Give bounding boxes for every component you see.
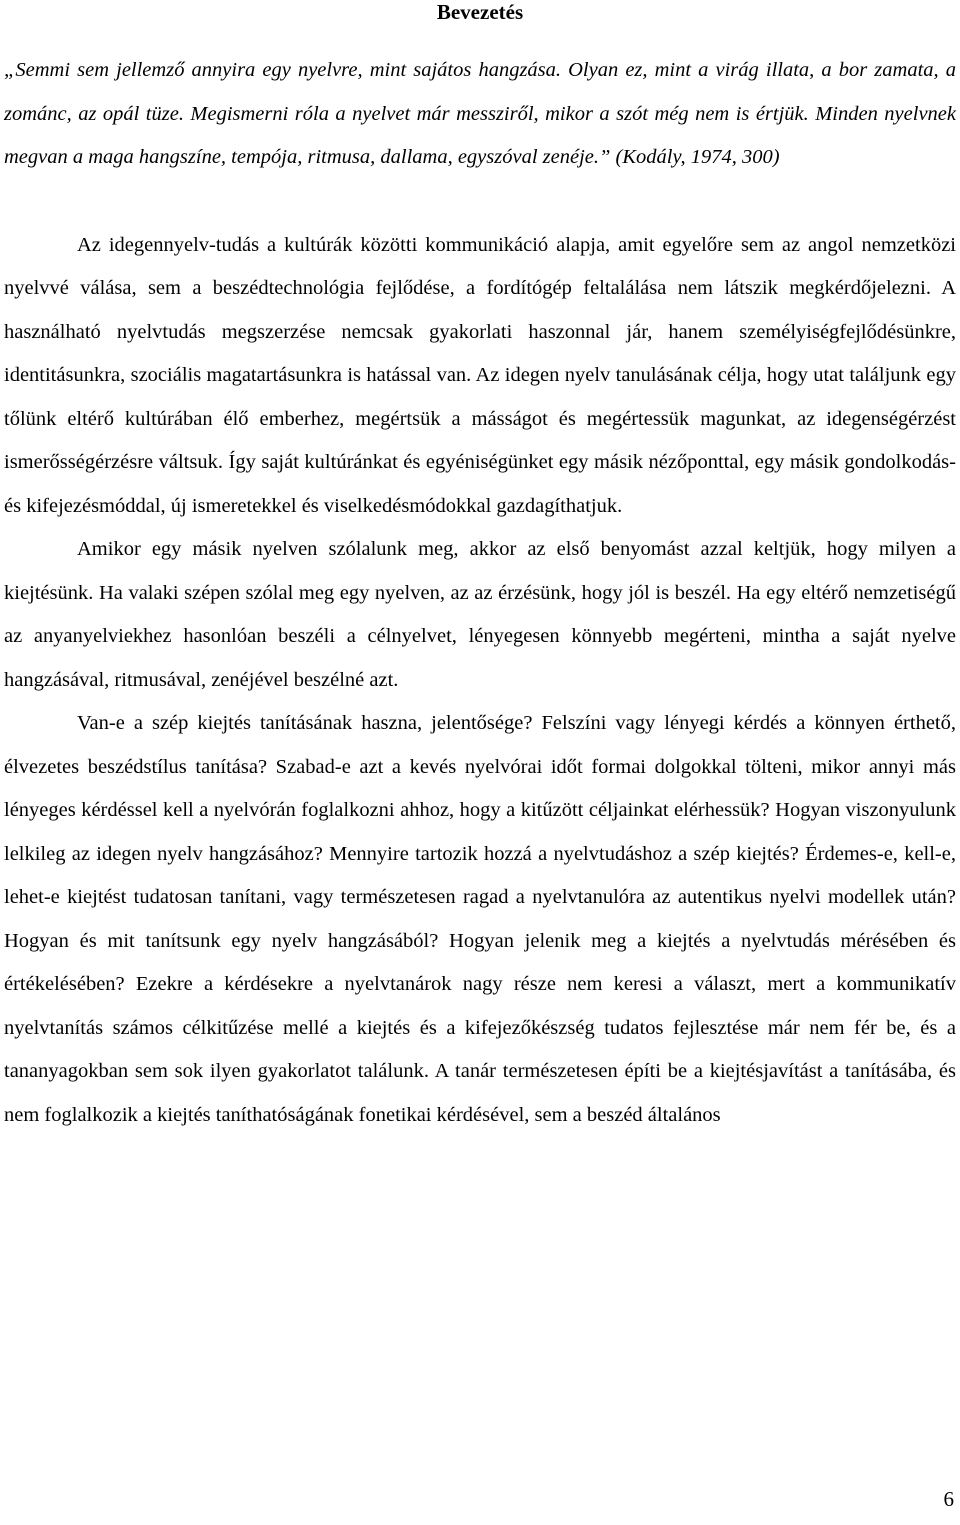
body-paragraph-3: Van-e a szép kiejtés tanításának haszna, jelentősége? Felszíni vagy lényegi kérdés a könnyen érthető, élvezetes beszédstílus tanítása? Szabad-e azt a kevés nyelvórai időt formai dolgokkal tölteni, mikor annyi más lényeges kérdéssel kell a nyelvórán foglalkozni ahhoz, hogy a kitűzött céljainkat elérhessük? Hogyan viszonyulunk lelkileg az idegen nyelv hangzásához? Mennyire tartozik hozzá a nyelvtudáshoz a szép kiejtés? Érdemes-e, kell-e, lehet-e kiejtést tudatosan tanítani, vagy természetesen ragad a nyelvtanulóra az autentikus nyelvi modellek után? Hogyan és mit tanítsunk egy nyelv hangzásából? Hogyan jelenik meg a kiejtés a nyelvtudás mérésében és értékelésében? Ezekre a kérdésekre a nyelvtanárok nagy része nem keresi a választ, mert a kommunikatív nyelvtanítás számos célkitűzése mellé a kiejtés és a kifejezőkészség tudatos fejlesztése már nem fér be, és a tananyagokban sem sok ilyen gyakorlatot találunk. A tanár természetesen építi be a kiejtésjavítást a tanításába, és nem foglalkozik a kiejtés taníthatóságának fonetikai kérdésével, sem a beszéd általános — [4, 712, 956, 1126]
epigraph-quote — [4, 49, 956, 180]
quote-citation: (Kodály, 1974, 300) — [615, 146, 780, 168]
document-page — [4, 0, 956, 1137]
body-paragraph-1: Az idegennyelv-tudás a kultúrák közötti kommunikáció alapja, amit egyelőre sem az angol nemzetközi nyelvvé válása, sem a beszédtechnológia fejlődése, a fordítógép feltalálása nem látszik megkérdőjelezni. A használható nyelvtudás megszerzése nemcsak gyakorlati haszonnal jár, hanem személyiségfejlődésünkre, identitásunkra, szociális magatartásunkra is hatással van. Az idegen nyelv tanulásának célja, hogy utat találjunk egy tőlünk eltérő kultúrában élő emberhez, megértsük a másságot és megértessük magunkat, az idegenségérzést ismerősségérzésre váltsuk. Így saját kultúránkat és egyéniségünket egy másik nézőponttal, egy másik gondolkodás- és kifejezésmóddal, új ismeretekkel és viselkedésmódokkal gazdagíthatjuk. — [4, 233, 956, 517]
page-title: Bevezetés — [436, 0, 524, 24]
page-number: 6 — [943, 1487, 954, 1511]
quote-text: „Semmi sem jellemző annyira egy nyelvre, mint sajátos hangzása. Olyan ez, mint a virág illata, a bor zamata, a zománc, az opál tüze. Megismerni róla a nyelvet már messziről, mikor a szót még nem is értjük. Minden nyelvnek megvan a maga hangszíne, tempója, ritmusa, dallama, egyszóval zenéje.” — [4, 59, 956, 168]
body-paragraph-2: Amikor egy másik nyelven szólalunk meg, akkor az első benyomást azzal keltjük, hogy milyen a kiejtésünk. Ha valaki szépen szólal meg egy nyelven, az az érzésünk, hogy jól is beszél. Ha egy eltérő nemzetiségű az anyanyelviekhez hasonlóan beszéli a célnyelvet, lényegesen könnyebb megérteni, mintha a saját nyelve hangzásával, ritmusával, zenéjével beszélné azt. — [4, 538, 956, 691]
